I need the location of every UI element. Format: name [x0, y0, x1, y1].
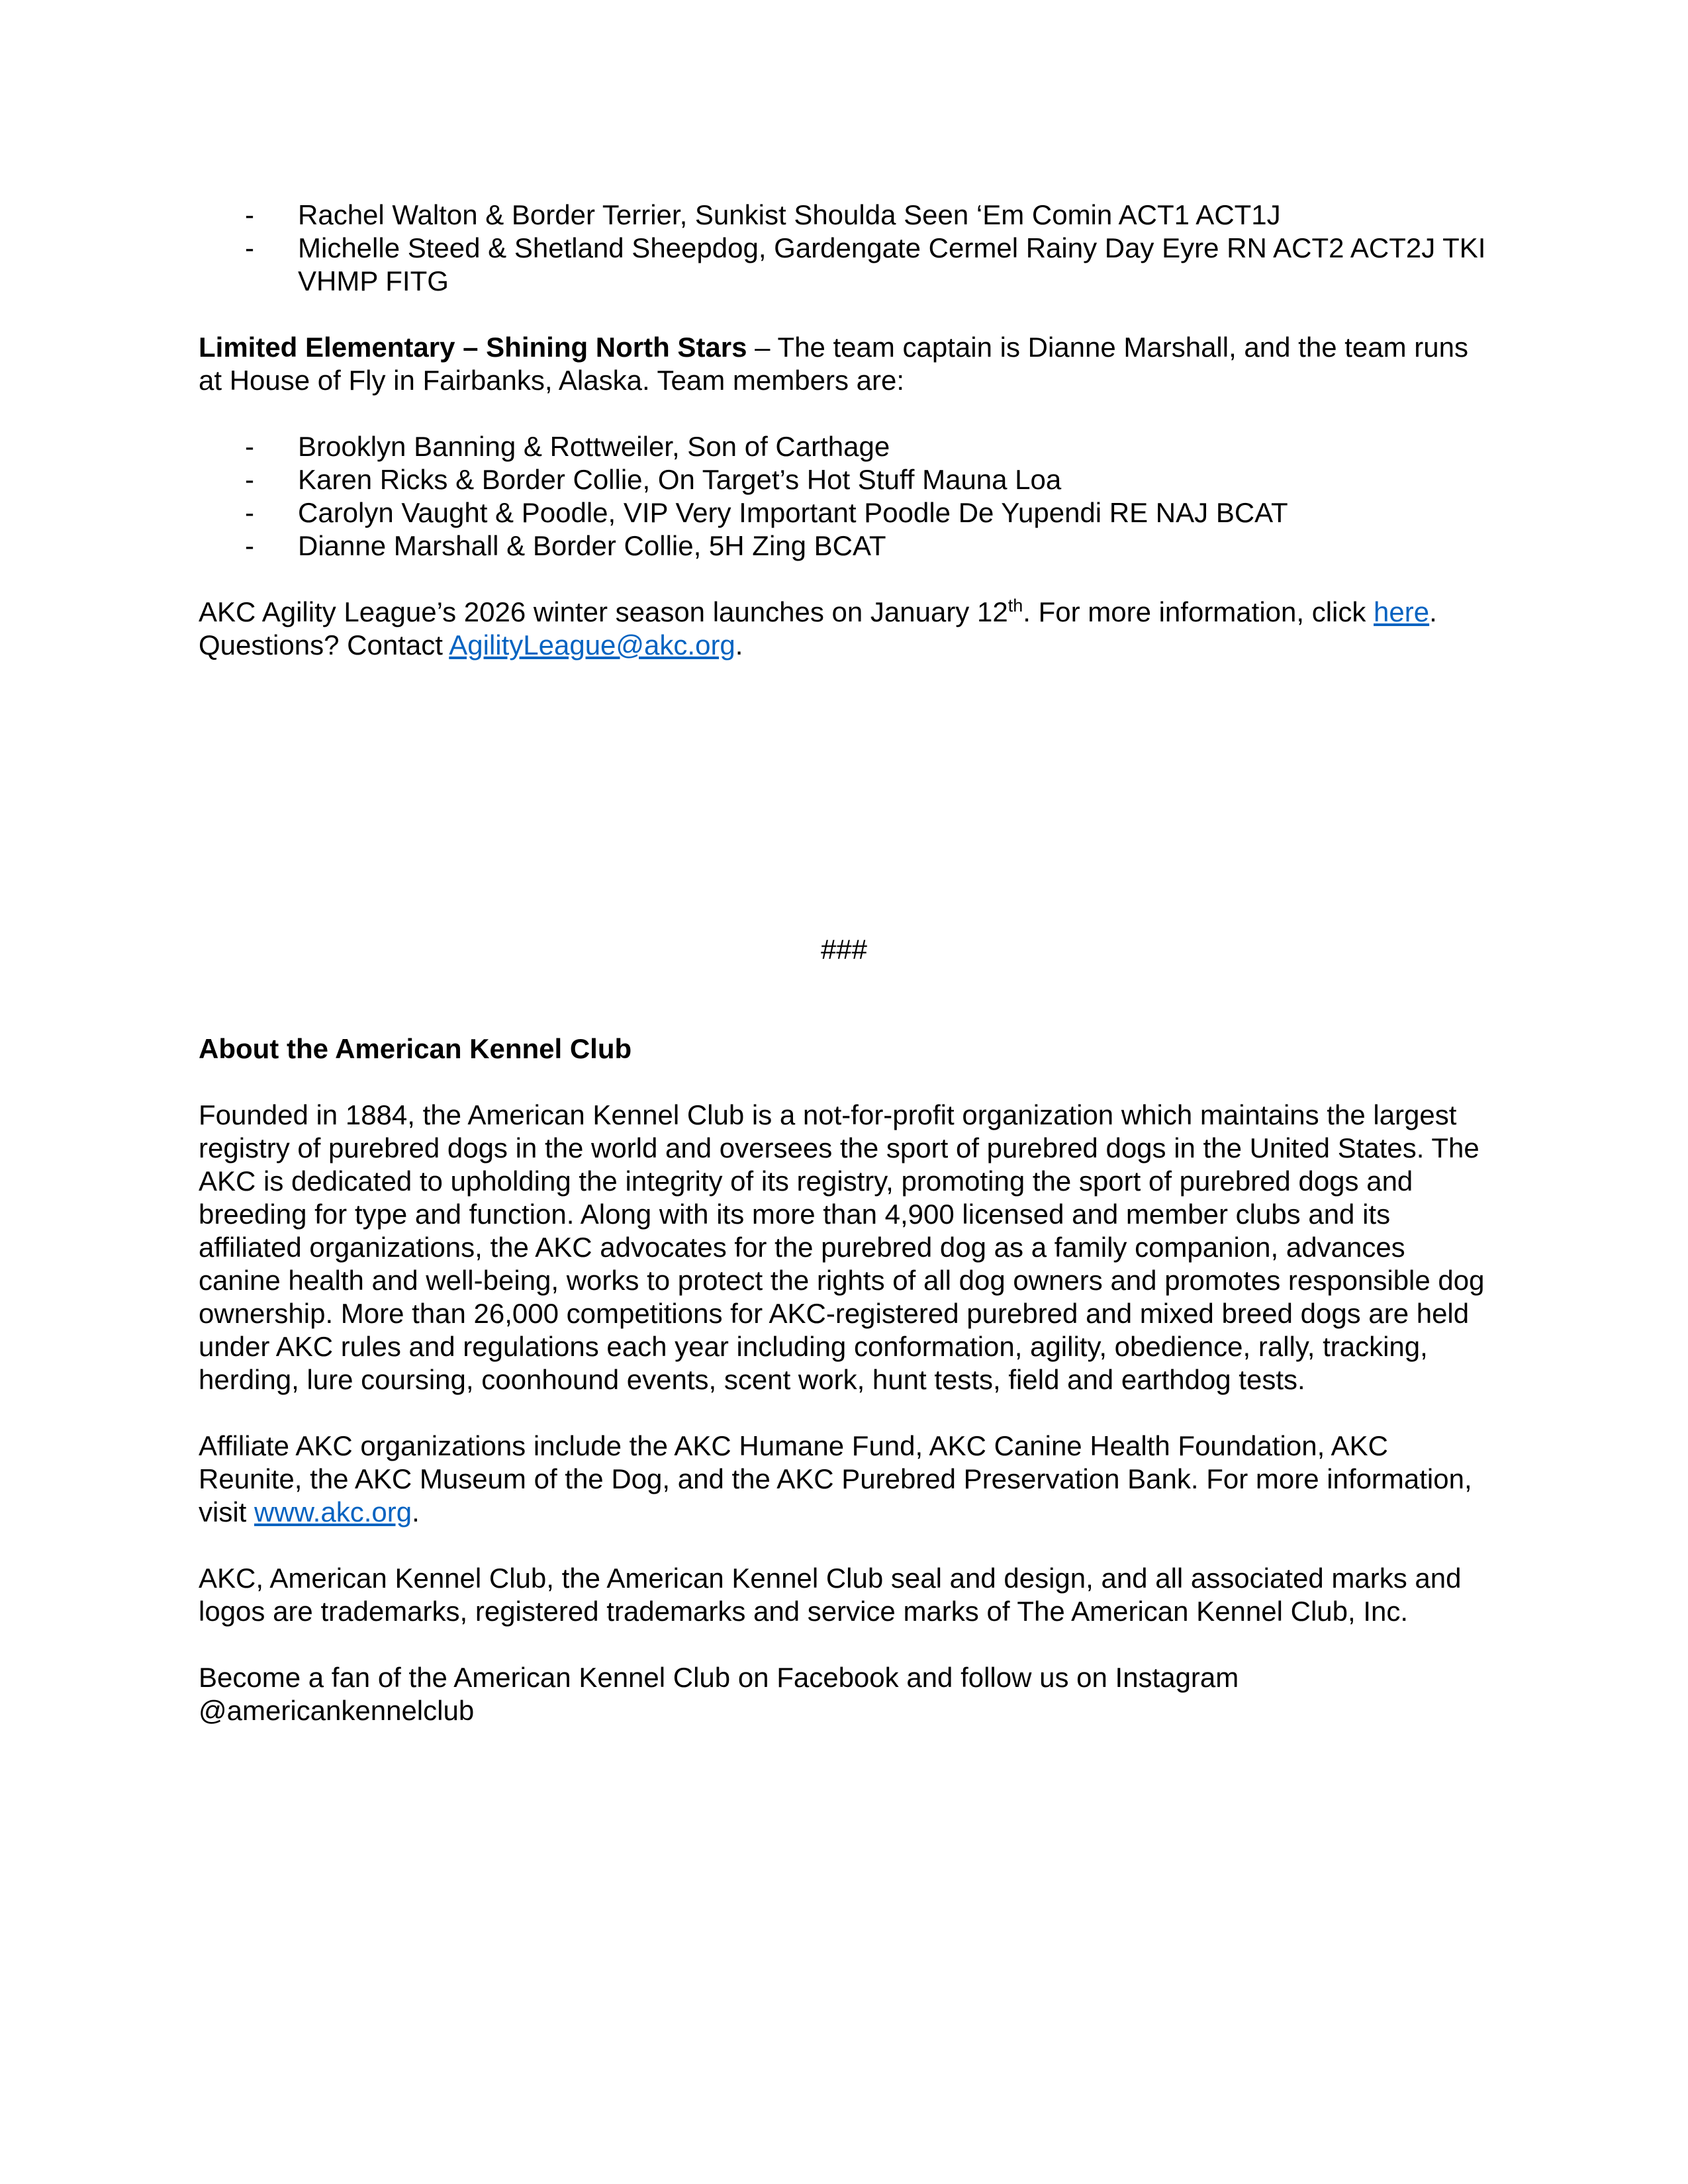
list-item: [199, 199, 1489, 232]
team-intro-text: – The team captain is Dianne Marshall, and the team runs at House of Fly in Fairbanks, Alaska. Team members are:: [199, 332, 1468, 396]
list-item: [199, 430, 1489, 463]
section-separator: ###: [820, 934, 868, 965]
bullet-text: Dianne Marshall & Border Collie, 5H Zing BCAT: [298, 530, 886, 561]
list-item: [199, 529, 1489, 563]
about-paragraph-affiliates: [199, 1430, 1489, 1529]
season-text-end: .: [735, 629, 743, 660]
bullet-marker: -: [245, 431, 254, 462]
team-intro-paragraph: [199, 331, 1489, 397]
bullet-marker: -: [245, 497, 254, 528]
team-members-list: [199, 430, 1489, 563]
bullet-text: Karen Ricks & Border Collie, On Target’s Hot Stuff Mauna Loa: [298, 464, 1062, 495]
list-item: [199, 496, 1489, 529]
affiliates-text: Affiliate AKC organizations include the AKC Humane Fund, AKC Canine Health Foundation, AKC Reunite, the AKC Museum of the Dog, and the AKC Purebred Preservation Bank. For more information, visit: [199, 1430, 1472, 1527]
about-paragraph-founded: Founded in 1884, the American Kennel Club is a not-for-profit organization which maintains the largest registry of purebred dogs in the world and oversees the sport of purebred dogs in the United States. The AKC is dedicated to upholding the integrity of its registry, promoting the sport of purebred dogs and breeding for type and function. Along with its more than 4,900 licensed and member clubs and its affiliated organizations, the AKC advocates for the purebred dog as a family companion, advances canine health and well-being, works to protect the rights of all dog owners and promotes responsible dog ownership. More than 26,000 competitions for AKC-registered purebred and mixed breed dogs are held under AKC rules and regulations each year including conformation, agility, obedience, rally, tracking, herding, lure coursing, coonhound events, scent work, hunt tests, field and earthdog tests.: [199, 1099, 1485, 1395]
social-media-paragraph: Become a fan of the American Kennel Club on Facebook and follow us on Instagram @americankennelclub: [199, 1662, 1239, 1726]
bullet-text: Carolyn Vaught & Poodle, VIP Very Important Poodle De Yupendi RE NAJ BCAT: [298, 497, 1288, 528]
team-name-heading: Limited Elementary – Shining North Stars: [199, 332, 747, 363]
bullet-marker: -: [245, 530, 254, 561]
season-text-start: AKC Agility League’s 2026 winter season launches on January 12: [199, 596, 1008, 627]
bullet-text: Rachel Walton & Border Terrier, Sunkist Shoulda Seen ‘Em Comin ACT1 ACT1J: [298, 199, 1281, 230]
bullet-marker: -: [245, 232, 254, 263]
roster-list: [199, 199, 1489, 298]
bullet-text: Michelle Steed & Shetland Sheepdog, Gardengate Cermel Rainy Day Eyre RN ACT2 ACT2J TKI VHMP FITG: [298, 232, 1486, 296]
season-text-mid: . For more information, click: [1023, 596, 1374, 627]
bullet-text: Brooklyn Banning & Rottweiler, Son of Carthage: [298, 431, 890, 462]
season-launch-paragraph: [199, 596, 1489, 662]
about-heading: About the American Kennel Club: [199, 1033, 632, 1064]
agility-league-email-link[interactable]: AgilityLeague@akc.org: [449, 629, 735, 660]
akc-website-link[interactable]: www.akc.org: [254, 1496, 412, 1527]
here-link[interactable]: here: [1374, 596, 1430, 627]
trademark-paragraph: AKC, American Kennel Club, the American Kennel Club seal and design, and all associated marks and logos are trademarks, registered trademarks and service marks of The American Kennel Club, Inc.: [199, 1563, 1462, 1627]
bullet-marker: -: [245, 464, 254, 495]
about-heading-paragraph: [199, 1032, 1489, 1066]
blank-space: [199, 695, 1489, 933]
bullet-marker: -: [245, 199, 254, 230]
affiliates-text-end: .: [412, 1496, 420, 1527]
season-text-between: . Questions? Contact: [199, 596, 1437, 660]
list-item: [199, 232, 1489, 298]
ordinal-suffix: th: [1008, 596, 1023, 615]
list-item: [199, 463, 1489, 496]
